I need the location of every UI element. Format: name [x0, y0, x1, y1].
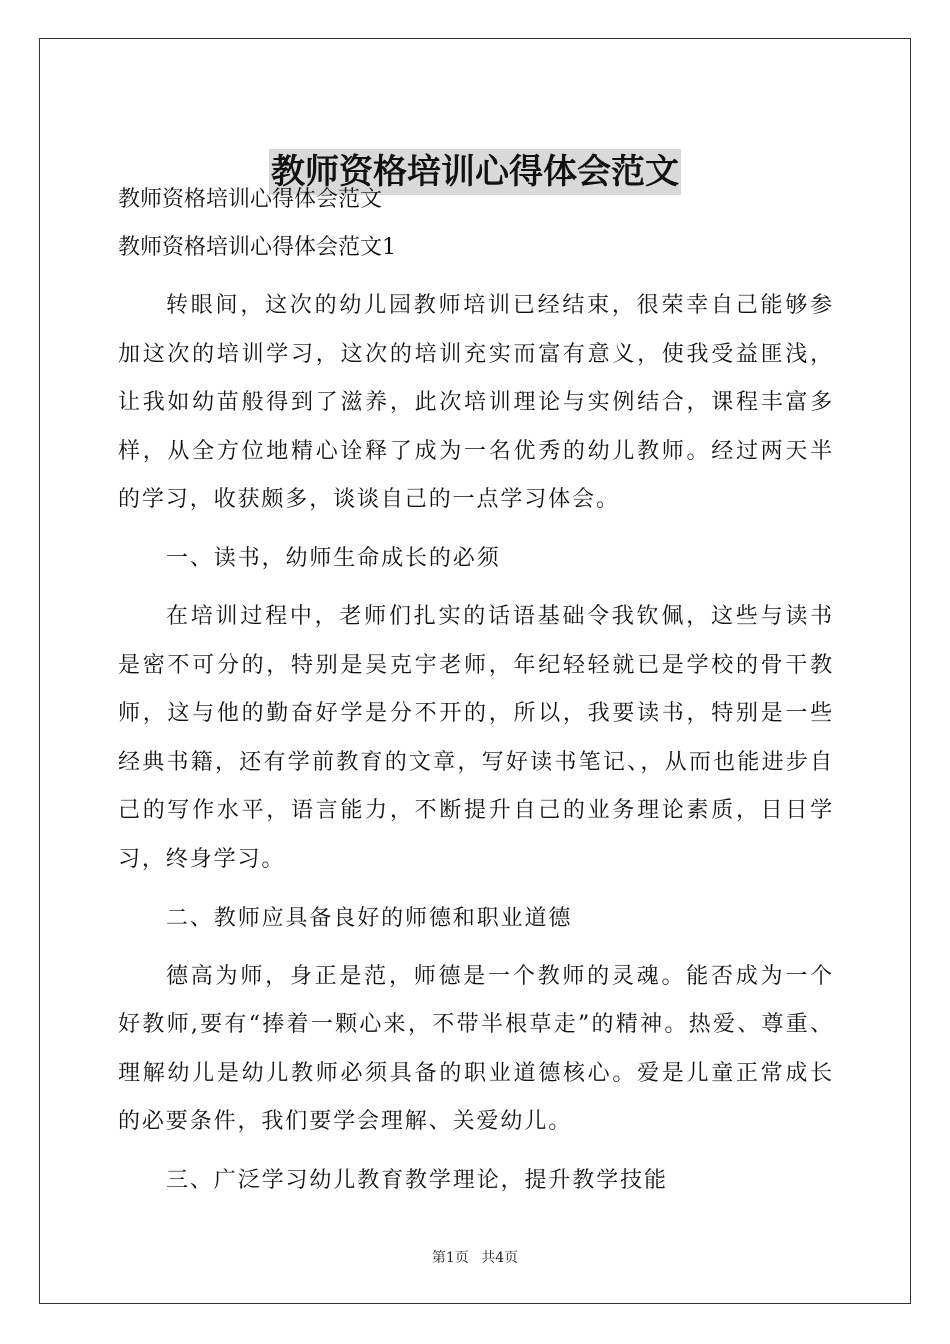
section-title: 教师资格培训心得体会范文1 [118, 235, 396, 260]
heading-theory: 三、广泛学习幼儿教育教学理论，提升教学技能 [166, 1167, 668, 1193]
heading-reading: 一、读书，幼师生命成长的必须 [166, 545, 501, 571]
paragraph-ethics: 德高为师，身正是范，师德是一个教师的灵魂。能否成为一个好教师,要有“捧着一颗心来，不带半根草走”的精神。热爱、尊重、理解幼儿是幼儿教师必须具备的职业道德核心。爱是儿童正常成长的必要条件，我们要学会理解、关爱幼儿。 [118, 963, 834, 1135]
page-number: 第1页 [431, 1250, 469, 1266]
heading-ethics: 二、教师应具备良好的师德和职业道德 [166, 905, 573, 931]
paragraph-intro: 转眼间，这次的幼儿园教师培训已经结束，很荣幸自己能够参加这次的培训学习，这次的培训充实而富有意义，使我受益匪浅，让我如幼苗般得到了滋养，此次培训理论与实例结合，课程丰富多样，从全方位地精心诠释了成为一名优秀的幼儿教师。经过两天半的学习，收获颇多，谈谈自己的一点学习体会。 [118, 293, 834, 513]
page-footer [0, 1247, 950, 1267]
document-body [118, 176, 834, 1205]
total-pages: 共4页 [481, 1250, 519, 1266]
document-subtitle: 教师资格培训心得体会范文 [118, 187, 383, 212]
paragraph-reading: 在培训过程中，老师们扎实的话语基础令我钦佩，这些与读书是密不可分的，特别是吴克宇老师，年纪轻轻就已是学校的骨干教师，这与他的勤奋好学是分不开的，所以，我要读书，特别是一些经典书籍，还有学前教育的文章，写好读书笔记、，从而也能进步自己的写作水平，语言能力，不断提升自己的业务理论素质，日日学习，终身学习。 [118, 603, 834, 872]
document-title: 教师资格培训心得体会范文 [269, 149, 681, 195]
